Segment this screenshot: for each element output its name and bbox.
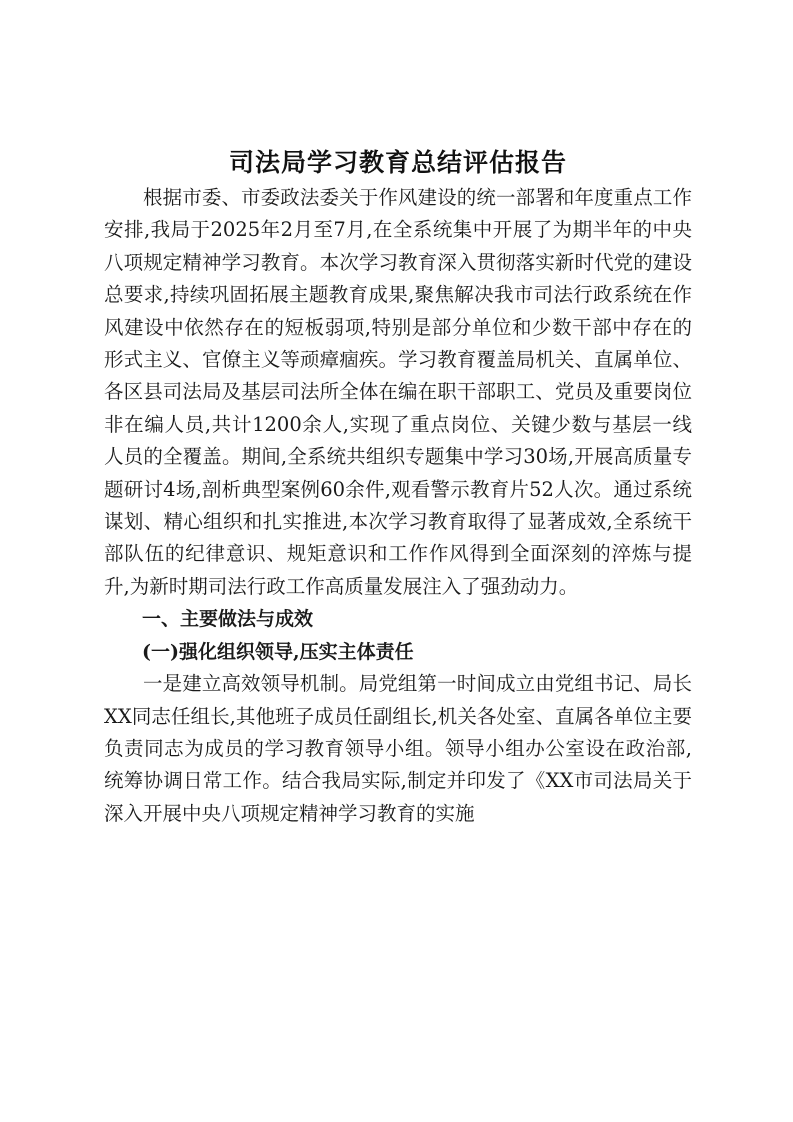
- subsection-paragraph: 一是建立高效领导机制。局党组第一时间成立由党组书记、局长XX同志任组长,其他班子成员任副组长,机关各处室、直属各单位主要负责同志为成员的学习教育领导小组。领导小组办公室设在政治部,统筹协调日常工作。结合我局实际,制定并印发了《XX市司法局关于深入开展中央八项规定精神学习教育的实施: [104, 672, 692, 825]
- document-title: 司法局学习教育总结评估报告: [228, 148, 567, 177]
- subsection-heading: (一)强化组织领导,压实主体责任: [142, 640, 414, 663]
- document-body: [104, 146, 692, 830]
- section-heading: 一、主要做法与成效: [142, 608, 314, 631]
- intro-paragraph: 根据市委、市委政法委关于作风建设的统一部署和年度重点工作安排,我局于2025年2月至7月,在全系统集中开展了为期半年的中央八项规定精神学习教育。本次学习教育深入贯彻落实新时代党的建设总要求,持续巩固拓展主题教育成果,聚焦解决我市司法行政系统在作风建设中依然存在的短板弱项,特别是部分单位和少数干部中存在的形式主义、官僚主义等顽瘴痼疾。学习教育覆盖局机关、直属单位、各区县司法局及基层司法所全体在编在职干部职工、党员及重要岗位非在编人员,共计1200余人,实现了重点岗位、关键少数与基层一线人员的全覆盖。期间,全系统共组织专题集中学习30场,开展高质量专题研讨4场,剖析典型案例60余件,观看警示教育片52人次。通过系统谋划、精心组织和扎实推进,本次学习教育取得了显著成效,全系统干部队伍的纪律意识、规矩意识和工作作风得到全面深刻的淬炼与提升,为新时期司法行政工作高质量发展注入了强劲动力。: [104, 186, 692, 598]
